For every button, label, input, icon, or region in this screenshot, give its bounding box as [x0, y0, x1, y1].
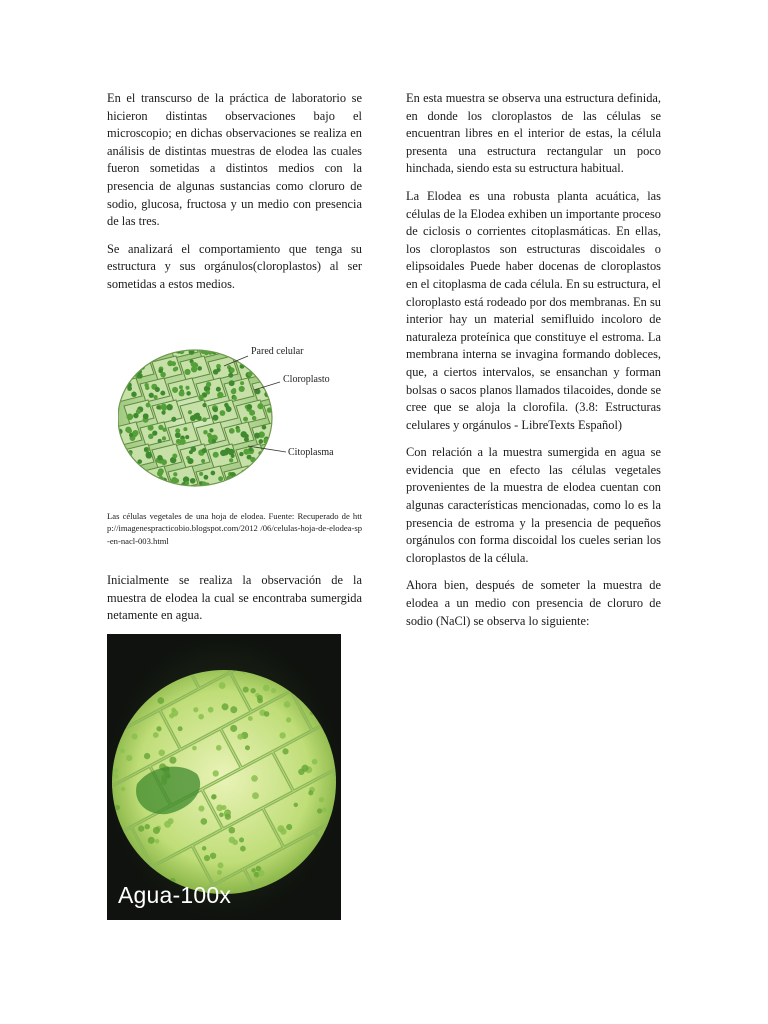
structure-observation-paragraph: En esta muestra se observa una estructura definida, en donde los cloroplastos de las células se encuentran libres en el interior de estas, la célula presenta una estructura rectangular un poco hinchada, siendo esta su estructura habitual.: [406, 91, 661, 176]
chloroplast-label: Cloroplasto: [283, 374, 330, 385]
cell-wall-label: Pared celular: [251, 346, 304, 357]
water-sample-paragraph: Inicialmente se realiza la observación de la muestra de elodea la cual se encontraba sumergida netamente en agua.: [107, 573, 362, 623]
cytoplasm-label: Citoplasma: [288, 447, 334, 458]
microscope-view-illustration: [107, 634, 341, 920]
right-column: [406, 90, 661, 640]
nacl-intro-paragraph: Ahora bien, después de someter la muestra de elodea a un medio con presencia de cloruro de sodio (NaCl) se observa lo siguiente:: [406, 578, 661, 628]
analysis-paragraph: Se analizará el comportamiento que tenga su estructura y sus orgánulos(cloroplastos) al ser sometidas a estos medios.: [107, 241, 362, 291]
figure-caption: Las células vegetales de una hoja de elodea. Fuente: Recuperado de http://imagenespracticobio.blogspot.com/2012 /06/celulas-hoja-de-elodea-sp-en-nacl-003.html: [107, 511, 362, 546]
elodea-description-paragraph: La Elodea es una robusta planta acuática, las células de la Elodea exhiben un importante proceso de ciclosis o corrientes citoplasmáticas. En ellas, los cloroplastos son estructuras discoidales o elipsoidales Puede haber docenas de cloroplastos en el citoplasma de cada célula. En su estructura, el cloroplasto está rodeado por dos membranas. En su interior hay un material semifluido incoloro de naturaleza proteínica que constituye el estroma. La membrana interna se invagina formando dobleces, que, a ciertos intervalos, se ensanchan y forman bolsas o sacos planos llamados tilacoides, donde se cree que se aloja la clorofila. (3.8: Estructuras celulares y orgánulos - LibreTexts Español): [406, 188, 661, 432]
microscope-photo: [107, 634, 341, 920]
elodea-cell-diagram: [118, 338, 350, 498]
intro-paragraph: En el transcurso de la práctica de laboratorio se hicieron distintas observaciones bajo el microscopio; en dichas observaciones se realiza en análisis de distintas muestras de elodea las cuales fueron sometidas a distintos medios con la presencia de algunas sustancias como cloruro de sodio, glucosa, fructosa y un medio con presencia de las tres.: [107, 91, 362, 229]
magnification-label: Agua-100x: [118, 882, 232, 908]
water-sample-intro: [107, 572, 362, 635]
elodea-cell-illustration: [118, 338, 350, 498]
left-column: [107, 90, 362, 304]
water-sample-analysis-paragraph: Con relación a la muestra sumergida en agua se evidencia que en efecto las células vegetales provenientes de la muestra de elodea cuentan con algunas características mencionadas, como lo es la presencia de estroma y la presencia de pequeños orgánulos con forma discoidal los cueles serian los cloroplastos de la célula.: [406, 445, 661, 565]
